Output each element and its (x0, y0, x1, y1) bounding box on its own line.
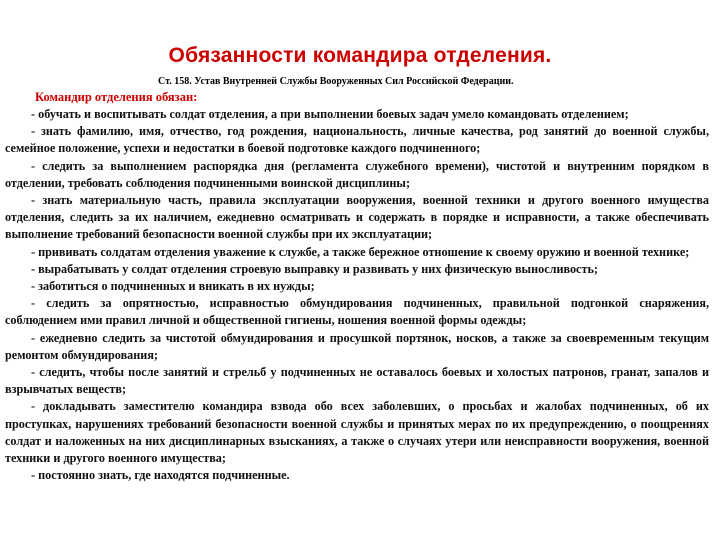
duty-item: - обучать и воспитывать солдат отделения, а при выполнении боевых задач умело командовать отделением; (31, 107, 629, 121)
statute-reference: Ст. 158. Устав Внутренней Службы Вооруженных Сил Российской Федерации. (158, 76, 514, 87)
duty-item: - следить за выполнением распорядка дня (регламента служебного времени), чистотой и внутренним порядком в отделении, требовать соблюдения подчиненными воинской дисциплины; (5, 158, 709, 190)
duty-item: - знать фамилию, имя, отчество, год рождения, национальность, личные качества, род занятий до военной службы, семейное положение, успехи и недостатки в боевой подготовке каждого подчиненного; (5, 124, 709, 156)
duty-item: - прививать солдатам отделения уважение к службе, а также бережное отношение к своему оружию и военной технике; (31, 244, 690, 259)
page-title: Обязанности командира отделения. (168, 44, 552, 67)
duty-item: - заботиться о подчиненных и вникать в их нужды; (31, 279, 315, 294)
duties-lead: Командир отделения обязан: (35, 90, 198, 104)
duty-item: - вырабатывать у солдат отделения строевую выправку и развивать у них физическую выносливость; (31, 261, 598, 276)
duty-item: - ежедневно следить за чистотой обмундирования и просушкой портянок, носков, а также за своевременным текущим ремонтом обмундирования; (5, 330, 709, 362)
duty-item: - знать материальную часть, правила эксплуатации вооружения, военной техники и другого военного имущества отделения, следить за их наличием, ежедневно осматривать и содержать в порядке и исправности, а также обеспечивать выполнение требований безопасности военной службы при их эксплуатации; (5, 193, 709, 242)
duty-item: - докладывать заместителю командира взвода обо всех заболевших, о просьбах и жалобах подчиненных, об их проступках, нарушениях требований безопасности военной службы и принятых мерах по их предупреждению, о поощрениях солдат и наложенных на них дисциплинарных взысканиях, а также о случаях утери или неисправности вооружения, военной техники и другого военного имущества; (5, 399, 709, 466)
duty-item: - следить, чтобы после занятий и стрельб у подчиненных не оставалось боевых и холостых патронов, гранат, запалов и взрывчатых веществ; (5, 365, 709, 397)
duties-list (5, 106, 709, 484)
duty-item: - следить за опрятностью, исправностью обмундирования подчиненных, правильной подгонкой снаряжения, соблюдением ими правил личной и общественной гигиены, ношения военной формы одежды; (5, 296, 709, 328)
duty-item: - постоянно знать, где находятся подчиненные. (31, 468, 290, 483)
